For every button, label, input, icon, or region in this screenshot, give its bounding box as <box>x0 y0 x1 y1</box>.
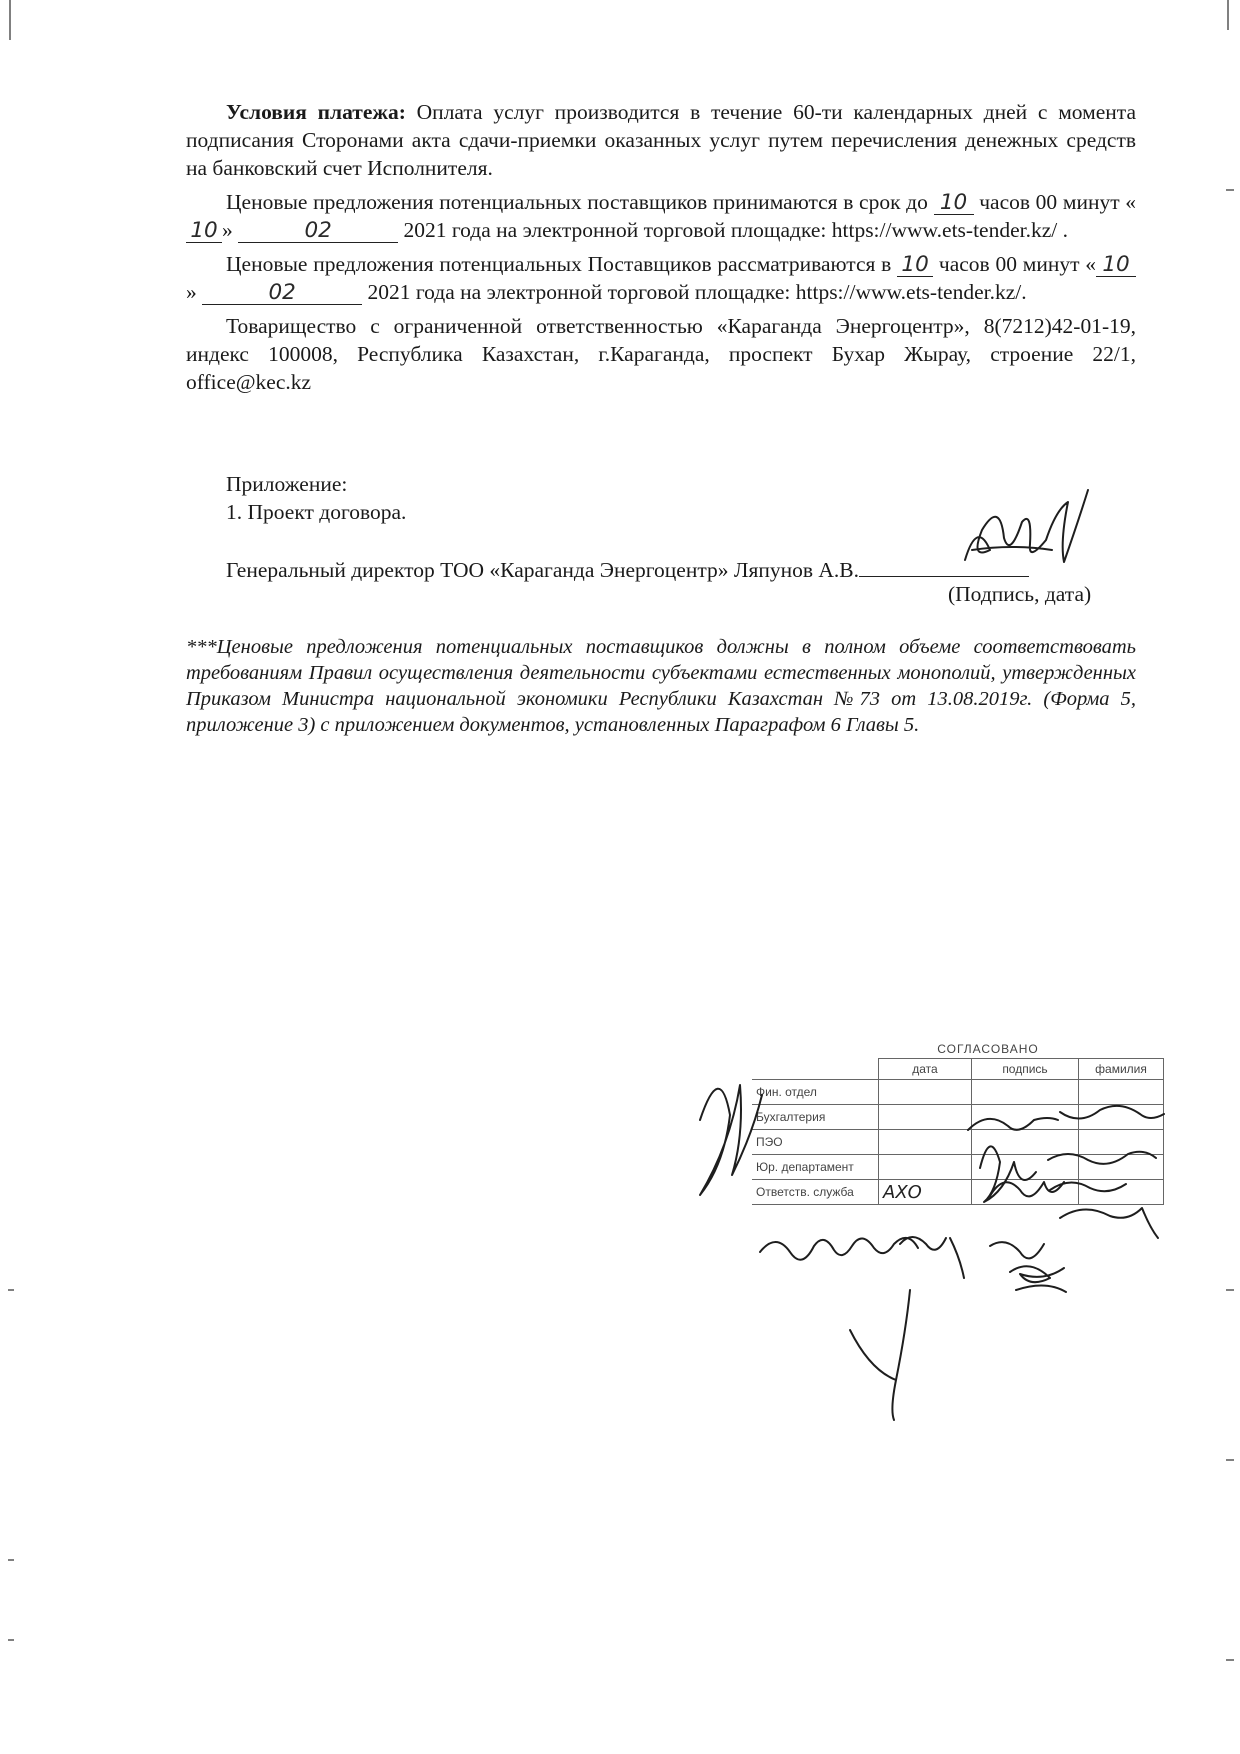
approval-header-date: дата <box>879 1059 972 1080</box>
signature-caption: (Подпись, дата) <box>948 582 1092 606</box>
company-text: Товарищество с ограниченной ответственностью «Караганда Энергоцентр», 8(7212)42-01-19, индекс 100008, Республика Казахстан, г.Караганда, проспект Бухар Жырау, строение 22/1, office@kec.kz <box>186 314 1136 394</box>
acceptance-quote-close: » <box>222 218 233 242</box>
review-quote-close: » <box>186 280 197 304</box>
approval-row-label: Юр. департамент <box>752 1155 879 1180</box>
approval-header-signature: подпись <box>972 1059 1079 1080</box>
review-text-3: 2021 года на электронной торговой площадке: https://www.ets-tender.kz/. <box>367 280 1027 304</box>
review-hour: 10 <box>897 254 933 277</box>
approval-stamp-title: СОГЛАСОВАНО <box>937 1042 1039 1056</box>
approval-row-label: Бухгалтерия <box>752 1105 879 1130</box>
review-text-2: часов 00 минут « <box>938 252 1097 276</box>
approval-header-surname: фамилия <box>1079 1059 1164 1080</box>
acceptance-text-3: 2021 года на электронной торговой площадке: https://www.ets-tender.kz/ . <box>403 218 1069 242</box>
review-text-1: Ценовые предложения потенциальных Поставщиков рассматриваются в <box>226 252 892 276</box>
payment-terms-label: Условия платежа: <box>226 100 406 124</box>
payment-terms-text: Оплата услуг производится в течение 60-ти календарных дней с момента подписания Сторонами акта сдачи-приемки оказанных услуг путем перечисления денежных средств на банковский счет Исполнителя. <box>186 100 1137 180</box>
review-day: 10 <box>1096 254 1136 277</box>
approval-row-label: ПЭО <box>752 1130 879 1155</box>
acceptance-text-2: часов 00 минут « <box>979 190 1137 214</box>
acceptance-month: 02 <box>238 220 398 243</box>
approval-row-label: Фин. отдел <box>752 1080 879 1105</box>
acceptance-text-1: Ценовые предложения потенциальных поставщиков принимаются в срок до <box>226 190 928 214</box>
requirements-note: ***Ценовые предложения потенциальных поставщиков должны в полном объеме соответствовать требованиям Правил осуществления деятельности субъектами естественных монополий, утвержденных Приказом Министра национальной экономики Республики Казахстан №73 от 13.08.2019г. (Форма 5, приложение 3) с приложением документов, установленных Параграфом 6 Главы 5. <box>186 636 1136 736</box>
acceptance-hour: 10 <box>934 192 974 215</box>
approval-row-date: АХО <box>879 1180 972 1205</box>
attachment-heading: Приложение: <box>226 472 348 496</box>
director-text: Генеральный директор ТОО «Караганда Энергоцентр» Ляпунов А.В. <box>226 558 860 582</box>
attachment-item: 1. Проект договора. <box>226 500 407 524</box>
approval-row-label: Ответств. служба <box>752 1180 879 1205</box>
acceptance-day: 10 <box>186 220 222 243</box>
review-month: 02 <box>202 282 362 305</box>
